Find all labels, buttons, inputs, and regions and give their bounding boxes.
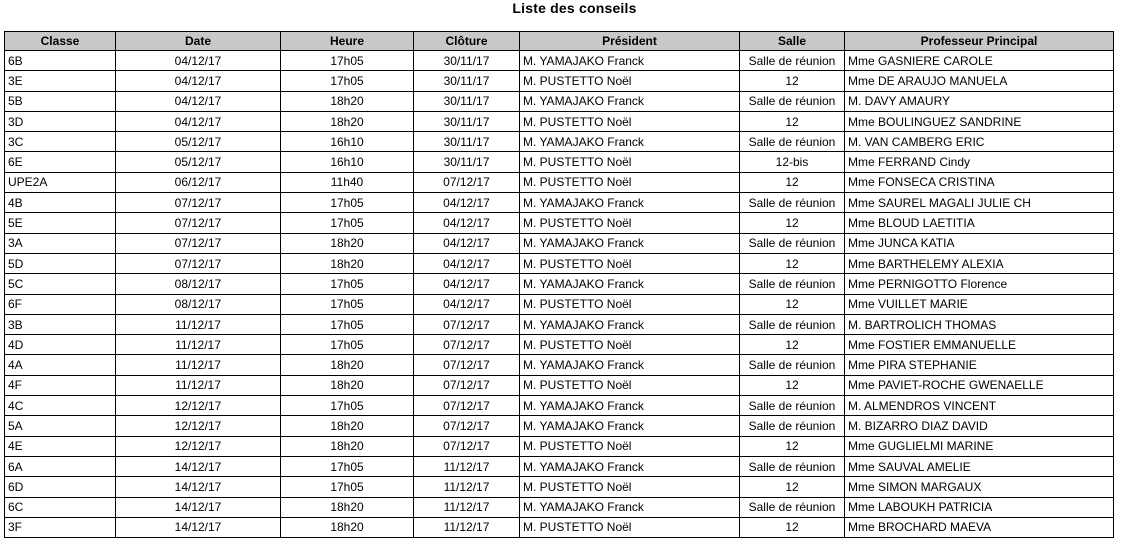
column-header-professeur-principal: Professeur Principal <box>845 32 1114 51</box>
cell-date: 14/12/17 <box>116 517 281 537</box>
cell-classe: 4A <box>5 355 116 375</box>
table-row <box>5 152 1114 172</box>
cell-classe: 3F <box>5 517 116 537</box>
cell-president: M. YAMAJAKO Franck <box>520 51 740 71</box>
cell-heure: 17h05 <box>281 274 414 294</box>
cell-president: M. PUSTETTO Noël <box>520 111 740 131</box>
cell-president: M. PUSTETTO Noël <box>520 152 740 172</box>
cell-professeur-principal: M. ALMENDROS VINCENT <box>845 396 1114 416</box>
cell-president: M. YAMAJAKO Franck <box>520 193 740 213</box>
table-row <box>5 51 1114 71</box>
header-row <box>5 32 1114 51</box>
cell-professeur-principal: M. VAN CAMBERG ERIC <box>845 132 1114 152</box>
cell-classe: 6C <box>5 497 116 517</box>
cell-classe: 6D <box>5 477 116 497</box>
cell-date: 11/12/17 <box>116 335 281 355</box>
cell-heure: 18h20 <box>281 517 414 537</box>
cell-salle: Salle de réunion <box>740 456 845 476</box>
cell-professeur-principal: Mme PERNIGOTTO Florence <box>845 274 1114 294</box>
cell-heure: 16h10 <box>281 152 414 172</box>
cell-president: M. PUSTETTO Noël <box>520 517 740 537</box>
table-row <box>5 71 1114 91</box>
table-row <box>5 233 1114 253</box>
cell-cloture: 30/11/17 <box>414 152 520 172</box>
table-row <box>5 193 1114 213</box>
cell-date: 04/12/17 <box>116 71 281 91</box>
cell-heure: 17h05 <box>281 477 414 497</box>
cell-salle: 12 <box>740 436 845 456</box>
cell-classe: 3E <box>5 71 116 91</box>
conseils-table <box>4 31 1114 538</box>
table-row <box>5 517 1114 537</box>
table-row <box>5 436 1114 456</box>
cell-president: M. YAMAJAKO Franck <box>520 274 740 294</box>
cell-cloture: 07/12/17 <box>414 314 520 334</box>
cell-cloture: 11/12/17 <box>414 497 520 517</box>
cell-professeur-principal: Mme GASNIERE CAROLE <box>845 51 1114 71</box>
cell-salle: 12-bis <box>740 152 845 172</box>
cell-date: 14/12/17 <box>116 477 281 497</box>
cell-classe: 6A <box>5 456 116 476</box>
cell-president: M. PUSTETTO Noël <box>520 172 740 192</box>
cell-classe: 5B <box>5 91 116 111</box>
table-row <box>5 456 1114 476</box>
cell-date: 08/12/17 <box>116 294 281 314</box>
cell-heure: 17h05 <box>281 294 414 314</box>
cell-salle: 12 <box>740 111 845 131</box>
cell-date: 11/12/17 <box>116 355 281 375</box>
cell-professeur-principal: Mme SAUVAL AMELIE <box>845 456 1114 476</box>
column-header-salle: Salle <box>740 32 845 51</box>
cell-professeur-principal: Mme FERRAND Cindy <box>845 152 1114 172</box>
cell-classe: 3B <box>5 314 116 334</box>
cell-date: 08/12/17 <box>116 274 281 294</box>
cell-salle: 12 <box>740 375 845 395</box>
table-row <box>5 172 1114 192</box>
cell-salle: 12 <box>740 213 845 233</box>
table-row <box>5 274 1114 294</box>
cell-president: M. YAMAJAKO Franck <box>520 233 740 253</box>
cell-date: 14/12/17 <box>116 456 281 476</box>
cell-president: M. YAMAJAKO Franck <box>520 497 740 517</box>
table-body <box>5 51 1114 538</box>
cell-heure: 17h05 <box>281 396 414 416</box>
cell-salle: 12 <box>740 71 845 91</box>
cell-heure: 17h05 <box>281 456 414 476</box>
cell-date: 12/12/17 <box>116 436 281 456</box>
cell-classe: 3C <box>5 132 116 152</box>
cell-salle: 12 <box>740 253 845 273</box>
cell-cloture: 07/12/17 <box>414 436 520 456</box>
cell-president: M. PUSTETTO Noël <box>520 294 740 314</box>
cell-date: 11/12/17 <box>116 314 281 334</box>
cell-president: M. PUSTETTO Noël <box>520 71 740 91</box>
cell-cloture: 04/12/17 <box>414 253 520 273</box>
cell-professeur-principal: Mme FOSTIER EMMANUELLE <box>845 335 1114 355</box>
cell-president: M. YAMAJAKO Franck <box>520 416 740 436</box>
cell-heure: 18h20 <box>281 416 414 436</box>
cell-heure: 17h05 <box>281 71 414 91</box>
cell-president: M. YAMAJAKO Franck <box>520 132 740 152</box>
cell-classe: 6F <box>5 294 116 314</box>
cell-classe: 5A <box>5 416 116 436</box>
cell-president: M. PUSTETTO Noël <box>520 375 740 395</box>
cell-date: 04/12/17 <box>116 51 281 71</box>
table-row <box>5 213 1114 233</box>
column-header-cloture: Clôture <box>414 32 520 51</box>
cell-cloture: 04/12/17 <box>414 274 520 294</box>
column-header-classe: Classe <box>5 32 116 51</box>
cell-professeur-principal: Mme PIRA STEPHANIE <box>845 355 1114 375</box>
table-header <box>5 32 1114 51</box>
cell-professeur-principal: Mme FONSECA CRISTINA <box>845 172 1114 192</box>
table-row <box>5 91 1114 111</box>
cell-salle: Salle de réunion <box>740 396 845 416</box>
cell-salle: Salle de réunion <box>740 193 845 213</box>
cell-cloture: 07/12/17 <box>414 172 520 192</box>
cell-classe: 4F <box>5 375 116 395</box>
cell-salle: Salle de réunion <box>740 497 845 517</box>
cell-heure: 18h20 <box>281 355 414 375</box>
cell-heure: 18h20 <box>281 375 414 395</box>
cell-classe: 5D <box>5 253 116 273</box>
table-row <box>5 253 1114 273</box>
cell-cloture: 07/12/17 <box>414 355 520 375</box>
cell-date: 12/12/17 <box>116 416 281 436</box>
cell-president: M. PUSTETTO Noël <box>520 335 740 355</box>
cell-professeur-principal: Mme PAVIET-ROCHE GWENAELLE <box>845 375 1114 395</box>
cell-president: M. PUSTETTO Noël <box>520 253 740 273</box>
cell-cloture: 11/12/17 <box>414 517 520 537</box>
cell-professeur-principal: Mme BOULINGUEZ SANDRINE <box>845 111 1114 131</box>
cell-cloture: 07/12/17 <box>414 396 520 416</box>
cell-cloture: 04/12/17 <box>414 233 520 253</box>
cell-classe: 5E <box>5 213 116 233</box>
cell-heure: 18h20 <box>281 111 414 131</box>
cell-cloture: 11/12/17 <box>414 456 520 476</box>
cell-salle: Salle de réunion <box>740 355 845 375</box>
cell-president: M. PUSTETTO Noël <box>520 213 740 233</box>
cell-cloture: 30/11/17 <box>414 91 520 111</box>
cell-professeur-principal: Mme DE ARAUJO MANUELA <box>845 71 1114 91</box>
table-row <box>5 335 1114 355</box>
cell-president: M. PUSTETTO Noël <box>520 436 740 456</box>
cell-date: 14/12/17 <box>116 497 281 517</box>
table-row <box>5 477 1114 497</box>
cell-date: 04/12/17 <box>116 111 281 131</box>
cell-heure: 17h05 <box>281 335 414 355</box>
cell-professeur-principal: Mme BROCHARD MAEVA <box>845 517 1114 537</box>
cell-cloture: 30/11/17 <box>414 51 520 71</box>
column-header-president: Président <box>520 32 740 51</box>
cell-heure: 17h05 <box>281 51 414 71</box>
cell-heure: 17h05 <box>281 193 414 213</box>
cell-professeur-principal: M. BARTROLICH THOMAS <box>845 314 1114 334</box>
cell-salle: 12 <box>740 172 845 192</box>
table-row <box>5 294 1114 314</box>
cell-salle: 12 <box>740 335 845 355</box>
cell-date: 07/12/17 <box>116 233 281 253</box>
cell-president: M. PUSTETTO Noël <box>520 477 740 497</box>
cell-professeur-principal: Mme VUILLET MARIE <box>845 294 1114 314</box>
table-row <box>5 355 1114 375</box>
cell-salle: Salle de réunion <box>740 91 845 111</box>
page-title: Liste des conseils <box>512 0 637 16</box>
cell-heure: 16h10 <box>281 132 414 152</box>
cell-heure: 17h05 <box>281 314 414 334</box>
table-row <box>5 497 1114 517</box>
cell-president: M. YAMAJAKO Franck <box>520 314 740 334</box>
cell-cloture: 04/12/17 <box>414 213 520 233</box>
cell-professeur-principal: Mme SAUREL MAGALI JULIE CH <box>845 193 1114 213</box>
cell-date: 06/12/17 <box>116 172 281 192</box>
cell-classe: 4D <box>5 335 116 355</box>
cell-date: 07/12/17 <box>116 253 281 273</box>
cell-date: 05/12/17 <box>116 152 281 172</box>
cell-heure: 11h40 <box>281 172 414 192</box>
cell-professeur-principal: Mme GUGLIELMI MARINE <box>845 436 1114 456</box>
cell-salle: Salle de réunion <box>740 132 845 152</box>
cell-heure: 18h20 <box>281 233 414 253</box>
cell-cloture: 30/11/17 <box>414 71 520 91</box>
cell-president: M. YAMAJAKO Franck <box>520 456 740 476</box>
cell-president: M. YAMAJAKO Franck <box>520 91 740 111</box>
cell-heure: 18h20 <box>281 91 414 111</box>
column-header-date: Date <box>116 32 281 51</box>
cell-date: 12/12/17 <box>116 396 281 416</box>
cell-classe: UPE2A <box>5 172 116 192</box>
cell-cloture: 07/12/17 <box>414 335 520 355</box>
cell-heure: 18h20 <box>281 497 414 517</box>
cell-president: M. YAMAJAKO Franck <box>520 396 740 416</box>
cell-professeur-principal: Mme BLOUD LAETITIA <box>845 213 1114 233</box>
cell-professeur-principal: Mme BARTHELEMY ALEXIA <box>845 253 1114 273</box>
cell-date: 07/12/17 <box>116 213 281 233</box>
cell-classe: 6E <box>5 152 116 172</box>
cell-salle: Salle de réunion <box>740 274 845 294</box>
cell-classe: 4E <box>5 436 116 456</box>
cell-classe: 4C <box>5 396 116 416</box>
cell-cloture: 11/12/17 <box>414 477 520 497</box>
table-row <box>5 314 1114 334</box>
cell-date: 11/12/17 <box>116 375 281 395</box>
cell-date: 05/12/17 <box>116 132 281 152</box>
cell-date: 04/12/17 <box>116 91 281 111</box>
cell-president: M. YAMAJAKO Franck <box>520 355 740 375</box>
table-row <box>5 375 1114 395</box>
table-row <box>5 396 1114 416</box>
cell-classe: 3A <box>5 233 116 253</box>
cell-professeur-principal: M. BIZARRO DIAZ DAVID <box>845 416 1114 436</box>
cell-classe: 5C <box>5 274 116 294</box>
cell-salle: Salle de réunion <box>740 416 845 436</box>
cell-cloture: 04/12/17 <box>414 294 520 314</box>
cell-professeur-principal: Mme JUNCA KATIA <box>845 233 1114 253</box>
cell-cloture: 04/12/17 <box>414 193 520 213</box>
cell-classe: 6B <box>5 51 116 71</box>
cell-cloture: 07/12/17 <box>414 375 520 395</box>
cell-salle: Salle de réunion <box>740 233 845 253</box>
cell-classe: 3D <box>5 111 116 131</box>
cell-heure: 17h05 <box>281 213 414 233</box>
cell-cloture: 30/11/17 <box>414 132 520 152</box>
table-row <box>5 111 1114 131</box>
cell-salle: 12 <box>740 477 845 497</box>
cell-classe: 4B <box>5 193 116 213</box>
column-header-heure: Heure <box>281 32 414 51</box>
cell-salle: Salle de réunion <box>740 314 845 334</box>
cell-date: 07/12/17 <box>116 193 281 213</box>
cell-heure: 18h20 <box>281 253 414 273</box>
cell-salle: Salle de réunion <box>740 51 845 71</box>
cell-salle: 12 <box>740 517 845 537</box>
cell-cloture: 07/12/17 <box>414 416 520 436</box>
table-row <box>5 132 1114 152</box>
cell-professeur-principal: Mme SIMON MARGAUX <box>845 477 1114 497</box>
cell-heure: 18h20 <box>281 436 414 456</box>
cell-salle: 12 <box>740 294 845 314</box>
table-row <box>5 416 1114 436</box>
cell-professeur-principal: Mme LABOUKH PATRICIA <box>845 497 1114 517</box>
cell-cloture: 30/11/17 <box>414 111 520 131</box>
cell-professeur-principal: M. DAVY AMAURY <box>845 91 1114 111</box>
